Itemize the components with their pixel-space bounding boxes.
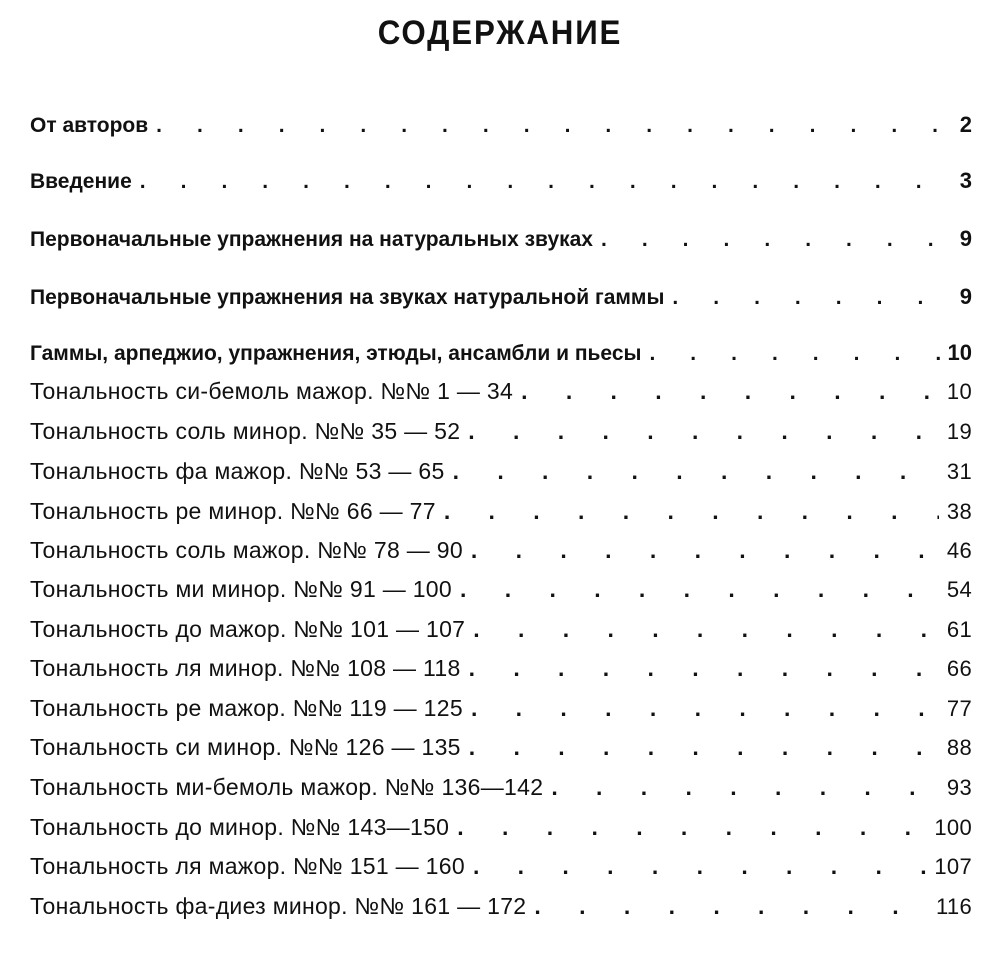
toc-entry-page: 54 (946, 577, 972, 602)
toc-entry[interactable] (30, 284, 972, 320)
toc-entry[interactable] (30, 168, 972, 204)
toc-entry-label: Тональность ми минор. №№ 91 — 100 (30, 576, 452, 602)
dot-leader (473, 616, 939, 643)
toc-entry-label: Введение (30, 170, 132, 193)
toc-entry[interactable] (30, 537, 972, 573)
toc-entry-page: 46 (946, 538, 972, 563)
toc-entry[interactable] (30, 853, 972, 889)
dot-leader (156, 114, 940, 138)
dot-leader (534, 893, 928, 920)
toc-entry-label: Гаммы, арпеджио, упражнения, этюды, ансамбли и пьесы (30, 342, 642, 365)
toc-entry-page: 66 (946, 656, 972, 681)
dot-leader (551, 774, 939, 801)
toc-entry-page: 9 (959, 284, 972, 309)
toc-entry-page: 77 (946, 696, 972, 721)
dot-leader (473, 853, 926, 880)
toc-entry-label: Тональность ре минор. №№ 66 — 77 (30, 498, 436, 524)
toc-entry-label: Первоначальные упражнения на звуках натуральной гаммы (30, 286, 665, 309)
dot-leader (457, 814, 926, 841)
toc-entry-page: 107 (934, 854, 972, 879)
toc-entry[interactable] (30, 112, 972, 148)
toc-entry-page: 116 (936, 894, 972, 919)
toc-entry[interactable] (30, 734, 972, 770)
toc-entry-label: Тональность ля минор. №№ 108 — 118 (30, 655, 461, 681)
toc-entry-page: 38 (946, 499, 972, 524)
toc-entry-label: Тональность до минор. №№ 143—150 (30, 814, 450, 840)
dot-leader (444, 498, 939, 525)
toc-entry-label: Тональность соль мажор. №№ 78 — 90 (30, 537, 463, 563)
toc-entry-page: 61 (946, 617, 972, 642)
table-of-contents (30, 0, 972, 956)
dot-leader (468, 418, 939, 445)
dot-leader (471, 695, 939, 722)
dot-leader (469, 655, 939, 682)
toc-entry-label: Тональность фа-диез минор. №№ 161 — 172 (30, 893, 527, 919)
toc-entry[interactable] (30, 814, 972, 850)
dot-leader (453, 458, 939, 485)
dot-leader (521, 378, 939, 405)
toc-entry[interactable] (30, 418, 972, 454)
toc-entry-page: 3 (959, 168, 972, 193)
toc-entry[interactable] (30, 893, 972, 929)
toc-entry[interactable] (30, 340, 972, 376)
dot-leader (672, 286, 940, 310)
dot-leader (460, 576, 939, 603)
toc-entry-label: Тональность си минор. №№ 126 — 135 (30, 734, 461, 760)
toc-entry[interactable] (30, 458, 972, 494)
toc-entry[interactable] (30, 226, 972, 262)
dot-leader (649, 342, 939, 366)
toc-entry[interactable] (30, 774, 972, 810)
toc-entry-page: 19 (946, 419, 972, 444)
toc-entry-label: Первоначальные упражнения на натуральных звуках (30, 228, 593, 251)
toc-entry-label: Тональность соль минор. №№ 35 — 52 (30, 418, 461, 444)
toc-entry[interactable] (30, 695, 972, 731)
toc-entry-label: Тональность фа мажор. №№ 53 — 65 (30, 458, 445, 484)
toc-entry-page: 88 (946, 735, 972, 760)
toc-entry[interactable] (30, 576, 972, 612)
toc-entry-page: 100 (934, 815, 972, 840)
dot-leader (140, 170, 940, 194)
toc-entry-page: 2 (959, 112, 972, 137)
toc-entry-label: Тональность си-бемоль мажор. №№ 1 — 34 (30, 378, 514, 404)
toc-entry-page: 10 (946, 379, 972, 404)
dot-leader (469, 734, 939, 761)
toc-entry-label: Тональность ре мажор. №№ 119 — 125 (30, 695, 463, 721)
toc-entry[interactable] (30, 655, 972, 691)
toc-entry-label: Тональность ми-бемоль мажор. №№ 136—142 (30, 774, 544, 800)
toc-entry-page: 9 (959, 226, 972, 251)
toc-entry[interactable] (30, 616, 972, 652)
toc-entry-label: Тональность до мажор. №№ 101 — 107 (30, 616, 466, 642)
page-title: СОДЕРЖАНИЕ (377, 14, 623, 52)
toc-entry-page: 93 (946, 775, 972, 800)
toc-entry[interactable] (30, 378, 972, 414)
toc-entry-label: Тональность ля мажор. №№ 151 — 160 (30, 853, 465, 879)
dot-leader (601, 228, 940, 252)
toc-entry-label: От авторов (30, 114, 149, 137)
toc-entry-page: 31 (946, 459, 972, 484)
toc-entry[interactable] (30, 498, 972, 534)
dot-leader (471, 537, 939, 564)
toc-entry-page: 10 (947, 340, 972, 365)
